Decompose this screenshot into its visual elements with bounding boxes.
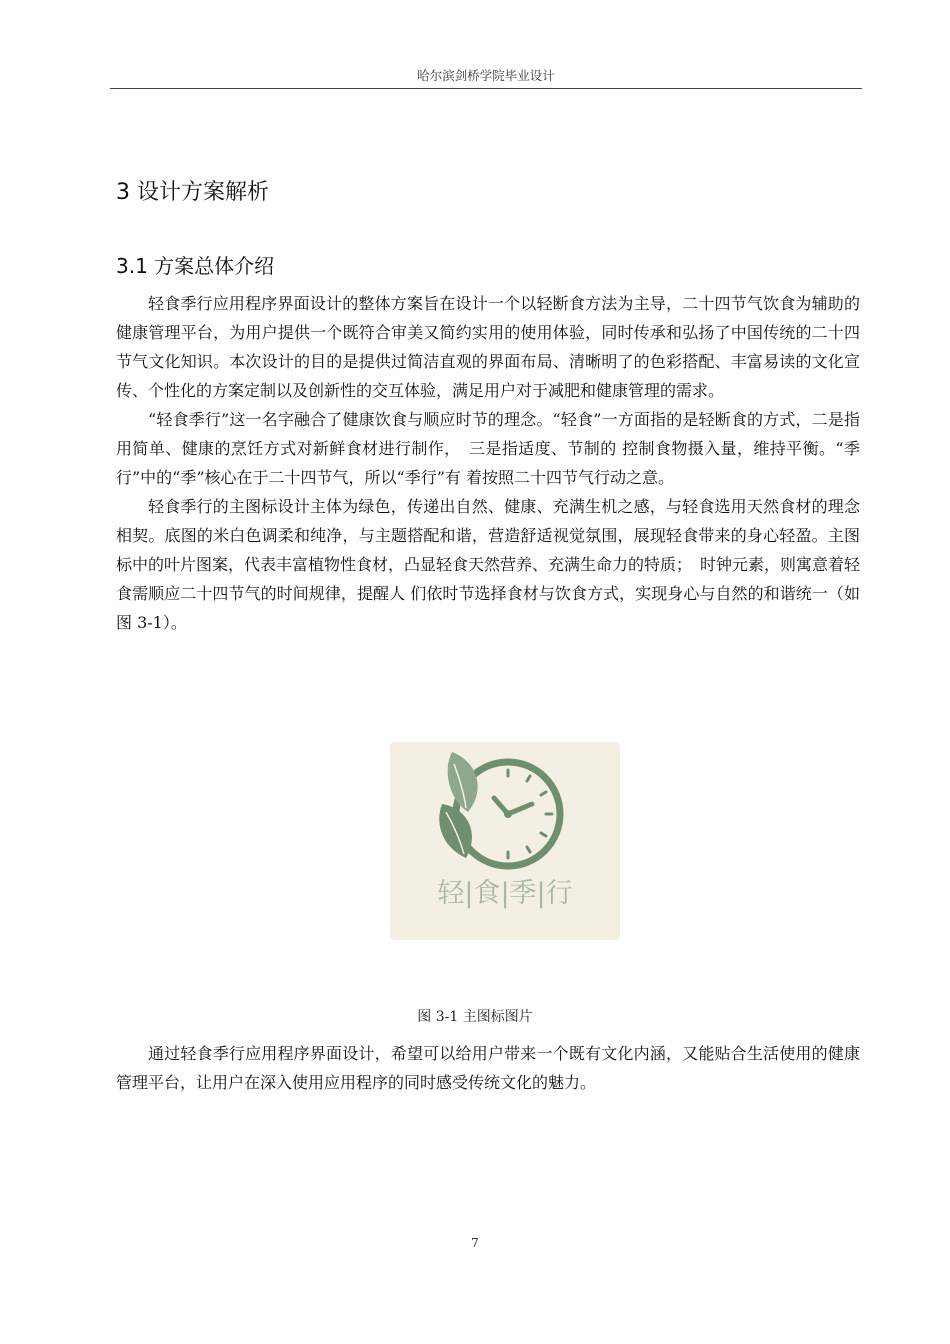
logo-wordmark: 轻|食|季|行: [437, 878, 573, 909]
app-logo-figure: [390, 742, 620, 940]
paragraph-icon-design: 轻食季行的主图标设计主体为绿色，传递出自然、健康、充满生机之感，与轻食选用天然食材的理念相契。底图的米白色调柔和纯净，与主题搭配和谐，营造舒适视觉氛围，展现轻食带来的身心轻盈。主图标中的叶片图案，代表丰富植物性食材，凸显轻食天然营养、充满生命力的特质； 时钟元素，则寓意着轻食需顺应二十四节气的时间规律，提醒人 们依时节选择食材与饮食方式，实现身心与自然的和谐统一（如图 3-1）。: [116, 497, 861, 632]
body-text-top: [116, 289, 860, 637]
header-rule: [110, 88, 862, 89]
paragraph-conclusion: 通过轻食季行应用程序界面设计，希望可以给用户带来一个既有文化内涵，又能贴合生活使用的健康管理平台，让用户在深入使用应用程序的同时感受传统文化的魅力。: [116, 1044, 860, 1092]
body-text-bottom: [116, 1039, 860, 1097]
page-header: 哈尔滨剑桥学院毕业设计: [417, 68, 555, 83]
section-title: 3 设计方案解析: [116, 180, 269, 205]
subsection-title: 3.1 方案总体介绍: [116, 254, 275, 278]
page-number: 7: [471, 1236, 479, 1250]
figure-caption: 图 3-1 主图标图片: [417, 1009, 533, 1025]
paragraph-intro: 轻食季行应用程序界面设计的整体方案旨在设计一个以轻断食方法为主导，二十四节气饮食为辅助的健康管理平台，为用户提供一个既符合审美又简约实用的使用体验，同时传承和弘扬了中国传统的二十四节气文化知识。本次设计的目的是提供过简洁直观的界面布局、清晰明了的色彩搭配、丰富易读的文化宣传、个性化的方案定制以及创新性的交互体验，满足用户对于减肥和健康管理的需求。: [116, 294, 860, 400]
leaf-clock-logo-icon: [390, 742, 620, 940]
paragraph-name-meaning: “轻食季行”这一名字融合了健康饮食与顺应时节的理念。“轻食”一方面指的是轻断食的方式，二是指用简单、健康的烹饪方式对新鲜食材进行制作， 三是指适度、节制的 控制食物摄入量，维持平衡。“季行”中的“季”核心在于二十四节气，所以“季行”有 着按照二十四节气行动之意。: [116, 410, 860, 487]
